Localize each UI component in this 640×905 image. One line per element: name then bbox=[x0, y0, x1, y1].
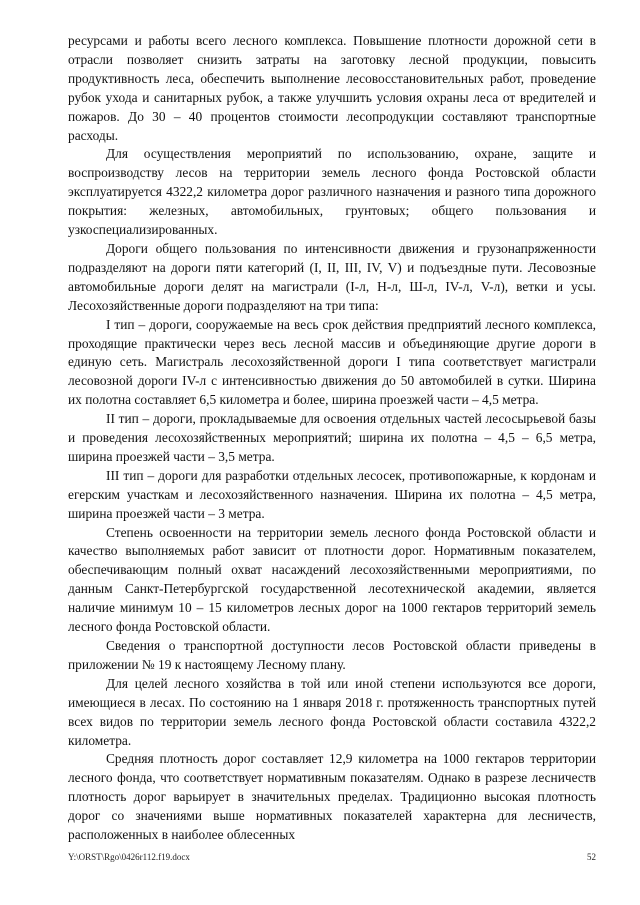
paragraph-5: II тип – дороги, прокладываемые для освоения отдельных частей лесосырьевой базы и проведения лесохозяйственных мероприятий; ширина их полотна – 4,5 – 6,5 метра, ширина проезжей части – 3,5 метра. bbox=[68, 411, 596, 464]
paragraph-7: Степень освоенности на территории земель лесного фонда Ростовской области и качество выполняемых работ зависит от плотности дорог. Нормативным показателем, обеспечивающим полный охват насаждений лесохозяйственными мероприятиями, по данным Санкт-Петербургской государственной лесотехнической академии, является наличие минимум 10 – 15 километров лесных дорог на 1000 гектаров территорий земель лесного фонда Ростовской области. bbox=[68, 524, 596, 635]
paragraph-3: Дороги общего пользования по интенсивности движения и грузонапряженности подразделяют на дороги пяти категорий (I, II, III, IV, V) и подъездные пути. Лесовозные автомобильные дороги делят на магистрали (I-л, Н-л, Ш-л, IV-л, V-л), ветки и усы. Лесохозяйственные дороги подразделяют на три типа: bbox=[68, 240, 596, 313]
paragraph-9: Для целей лесного хозяйства в той или иной степени используются все дороги, имеющиеся в лесах. По состоянию на 1 января 2018 г. протяженность транспортных путей всех видов по территории земель лесного фонда Ростовской области составила 4322,2 километра. bbox=[68, 675, 596, 748]
page-number: 52 bbox=[587, 852, 596, 862]
paragraph-4: I тип – дороги, сооружаемые на весь срок действия предприятий лесного комплекса, проходящие практически через весь лесной массив и объединяющие другие дороги в единую сеть. Магистраль лесохозяйственной дороги I типа соответствует магистрали лесовозной дороги IV-л с интенсивностью движения до 50 автомобилей в сутки. Ширина их полотна составляет 6,5 километра и более, ширина проезжей части – 4,5 метра. bbox=[68, 316, 596, 408]
paragraph-10: Средняя плотность дорог составляет 12,9 километра на 1000 гектаров территории лесного фонда, что соответствует нормативным показателям. Однако в разрезе лесничеств плотность дорог варьирует в значительных пределах. Традиционно высокая плотность дорог со значениями выше нормативных показателей характерна для лесничеств, расположенных в наиболее облесенных bbox=[68, 751, 596, 843]
paragraph-1: ресурсами и работы всего лесного комплекса. Повышение плотности дорожной сети в отрасли позволяет снизить затраты на заготовку лесной продукции, повысить продуктивность леса, обеспечить выполнение лесовосстановительных работ, проведение рубок ухода и санитарных рубок, а также улучшить условия охраны леса от вредителей и пожаров. До 30 – 40 процентов стоимости лесопродукции составляют транспортные расходы. bbox=[68, 33, 596, 143]
paragraph-8: Сведения о транспортной доступности лесов Ростовской области приведены в приложении № 19 к настоящему Лесному плану. bbox=[68, 638, 596, 672]
document-body bbox=[68, 32, 596, 845]
paragraph-6: III тип – дороги для разработки отдельных лесосек, противопожарные, к кордонам и егерским участкам и лесохозяйственного назначения. Ширина их полотна – 4,5 метра, ширина проезжей части – 3 метра. bbox=[68, 467, 596, 521]
paragraph-2: Для осуществления мероприятий по использованию, охране, защите и воспроизводству лесов на территории земель лесного фонда Ростовской области эксплуатируется 4322,2 километра дорог различного назначения и разного типа дорожного покрытия: железных, автомобильных, грунтовых; общего пользования и узкоспециализированных. bbox=[68, 146, 596, 238]
footer-file-path: Y:\ORST\Rgo\0426r112.f19.docx bbox=[68, 852, 190, 862]
